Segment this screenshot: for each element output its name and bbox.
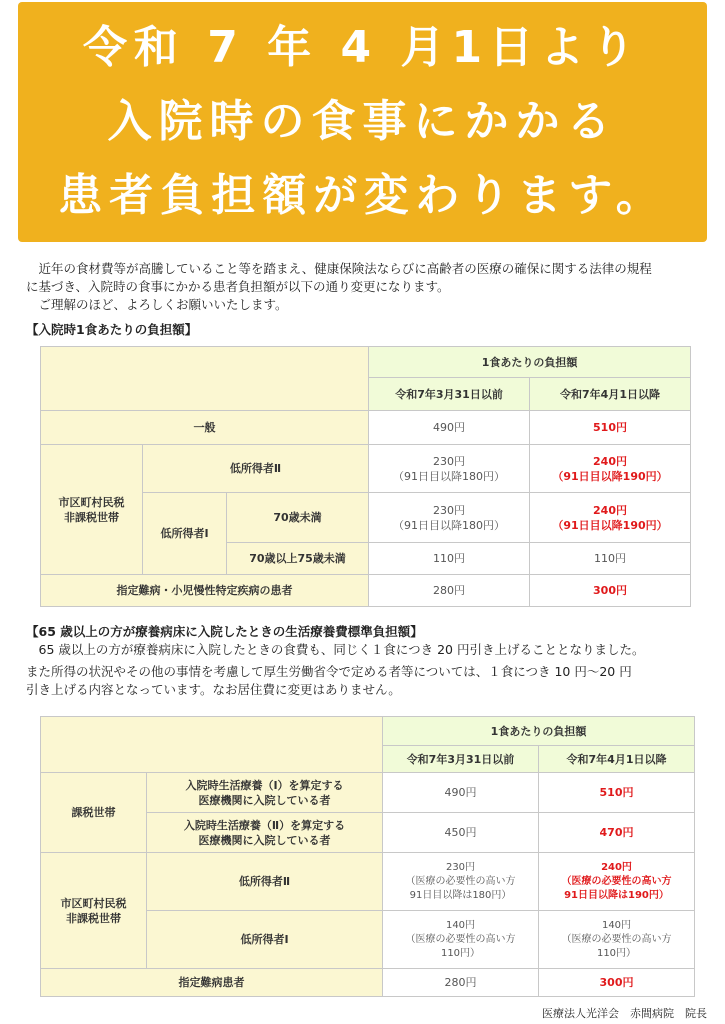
header-after: 令和7年4月1日以降 (530, 378, 691, 411)
cell-before: 140円 （医療の必要性の高い方 110円） (383, 911, 539, 969)
footer-signature: 医療法人光洋会 赤間病院 院長 (542, 1007, 707, 1020)
cell-before: 230円 （91日目以降180円） (369, 445, 530, 493)
cell-after: 510円 (530, 411, 691, 445)
cell-after: 240円 （医療の必要性の高い方 91日目以降は190円） (539, 853, 695, 911)
header-before: 令和7年3月31日以前 (369, 378, 530, 411)
intro-line-2: に基づき、入院時の食事にかかる患者負担額が以下の通り変更になります。 (26, 279, 450, 294)
cell-after: 300円 (530, 575, 691, 607)
row-label: 指定難病患者 (41, 969, 383, 997)
header-after: 令和7年4月1日以降 (539, 746, 695, 773)
header-blank (41, 717, 383, 773)
header-group: 1食あたりの負担額 (383, 717, 695, 746)
header-group: 1食あたりの負担額 (369, 347, 691, 378)
section2-line-3: 引き上げる内容となっています。なお居住費に変更はありません。 (26, 682, 401, 697)
cell-after: 240円 （91日目以降190円） (530, 445, 691, 493)
cell-before: 280円 (383, 969, 539, 997)
cell-after: 110円 (530, 543, 691, 575)
row-label: 低所得者Ⅰ (147, 911, 383, 969)
section2-line-1: 65 歳以上の方が療養病床に入院したときの食費も、同じく１食につき 20 円引き上げることとなりました。 (26, 642, 645, 657)
cell-after: 300円 (539, 969, 695, 997)
banner-line-2: 入院時の食事にかかる (107, 96, 618, 147)
row-label: 指定難病・小児慢性特定疾病の患者 (41, 575, 369, 607)
cell-before: 110円 (369, 543, 530, 575)
cell-before: 490円 (369, 411, 530, 445)
sublabel-low-income-1: 低所得者Ⅰ (143, 493, 227, 575)
cell-after: 240円 （91日目以降190円） (530, 493, 691, 543)
row-label: 低所得者Ⅱ (147, 853, 383, 911)
row-label: 入院時生活療養（Ⅰ）を算定する 医療機関に入院している者 (147, 773, 383, 813)
section2-line-2: また所得の状況やその他の事情を考慮して厚生労働省令で定める者等については、１食につき 10 円～20 円 (26, 664, 632, 679)
row-label: 70歳以上75歳未満 (227, 543, 369, 575)
header-blank (41, 347, 369, 411)
section2-text (26, 641, 710, 699)
group-label-exempt: 市区町村民税 非課税世帯 (41, 853, 147, 969)
cell-after: 470円 (539, 813, 695, 853)
cell-after: 140円 （医療の必要性の高い方 110円） (539, 911, 695, 969)
row-label: 入院時生活療養（Ⅱ）を算定する 医療機関に入院している者 (147, 813, 383, 853)
row-label: 70歳未満 (227, 493, 369, 543)
section2-title: 【65 歳以上の方が療養病床に入院したときの生活療養費標準負担額】 (26, 624, 423, 639)
cell-before: 490円 (383, 773, 539, 813)
cell-after: 510円 (539, 773, 695, 813)
section1-title: 【入院時1食あたりの負担額】 (26, 322, 198, 337)
row-label: 低所得者Ⅱ (143, 445, 369, 493)
intro-line-3: ご理解のほど、よろしくお願いいたします。 (26, 297, 288, 312)
group-label-taxed: 課税世帯 (41, 773, 147, 853)
banner-line-3: 患者負担額が変わります。 (58, 170, 667, 221)
row-label: 一般 (41, 411, 369, 445)
fee-table-2 (40, 716, 695, 997)
group-label-exempt: 市区町村民税 非課税世帯 (41, 445, 143, 575)
header-before: 令和7年3月31日以前 (383, 746, 539, 773)
cell-before: 450円 (383, 813, 539, 853)
title-banner (18, 2, 707, 242)
intro-text (26, 260, 706, 314)
cell-before: 230円 （91日目以降180円） (369, 493, 530, 543)
fee-table-1 (40, 346, 691, 607)
banner-line-1: 令和 7 年 4 月1日より (82, 22, 643, 73)
cell-before: 280円 (369, 575, 530, 607)
cell-before: 230円 （医療の必要性の高い方 91日目以降は180円） (383, 853, 539, 911)
intro-line-1: 近年の食材費等が高騰していること等を踏まえ、健康保険法ならびに高齢者の医療の確保に関する法律の規程 (26, 261, 652, 276)
